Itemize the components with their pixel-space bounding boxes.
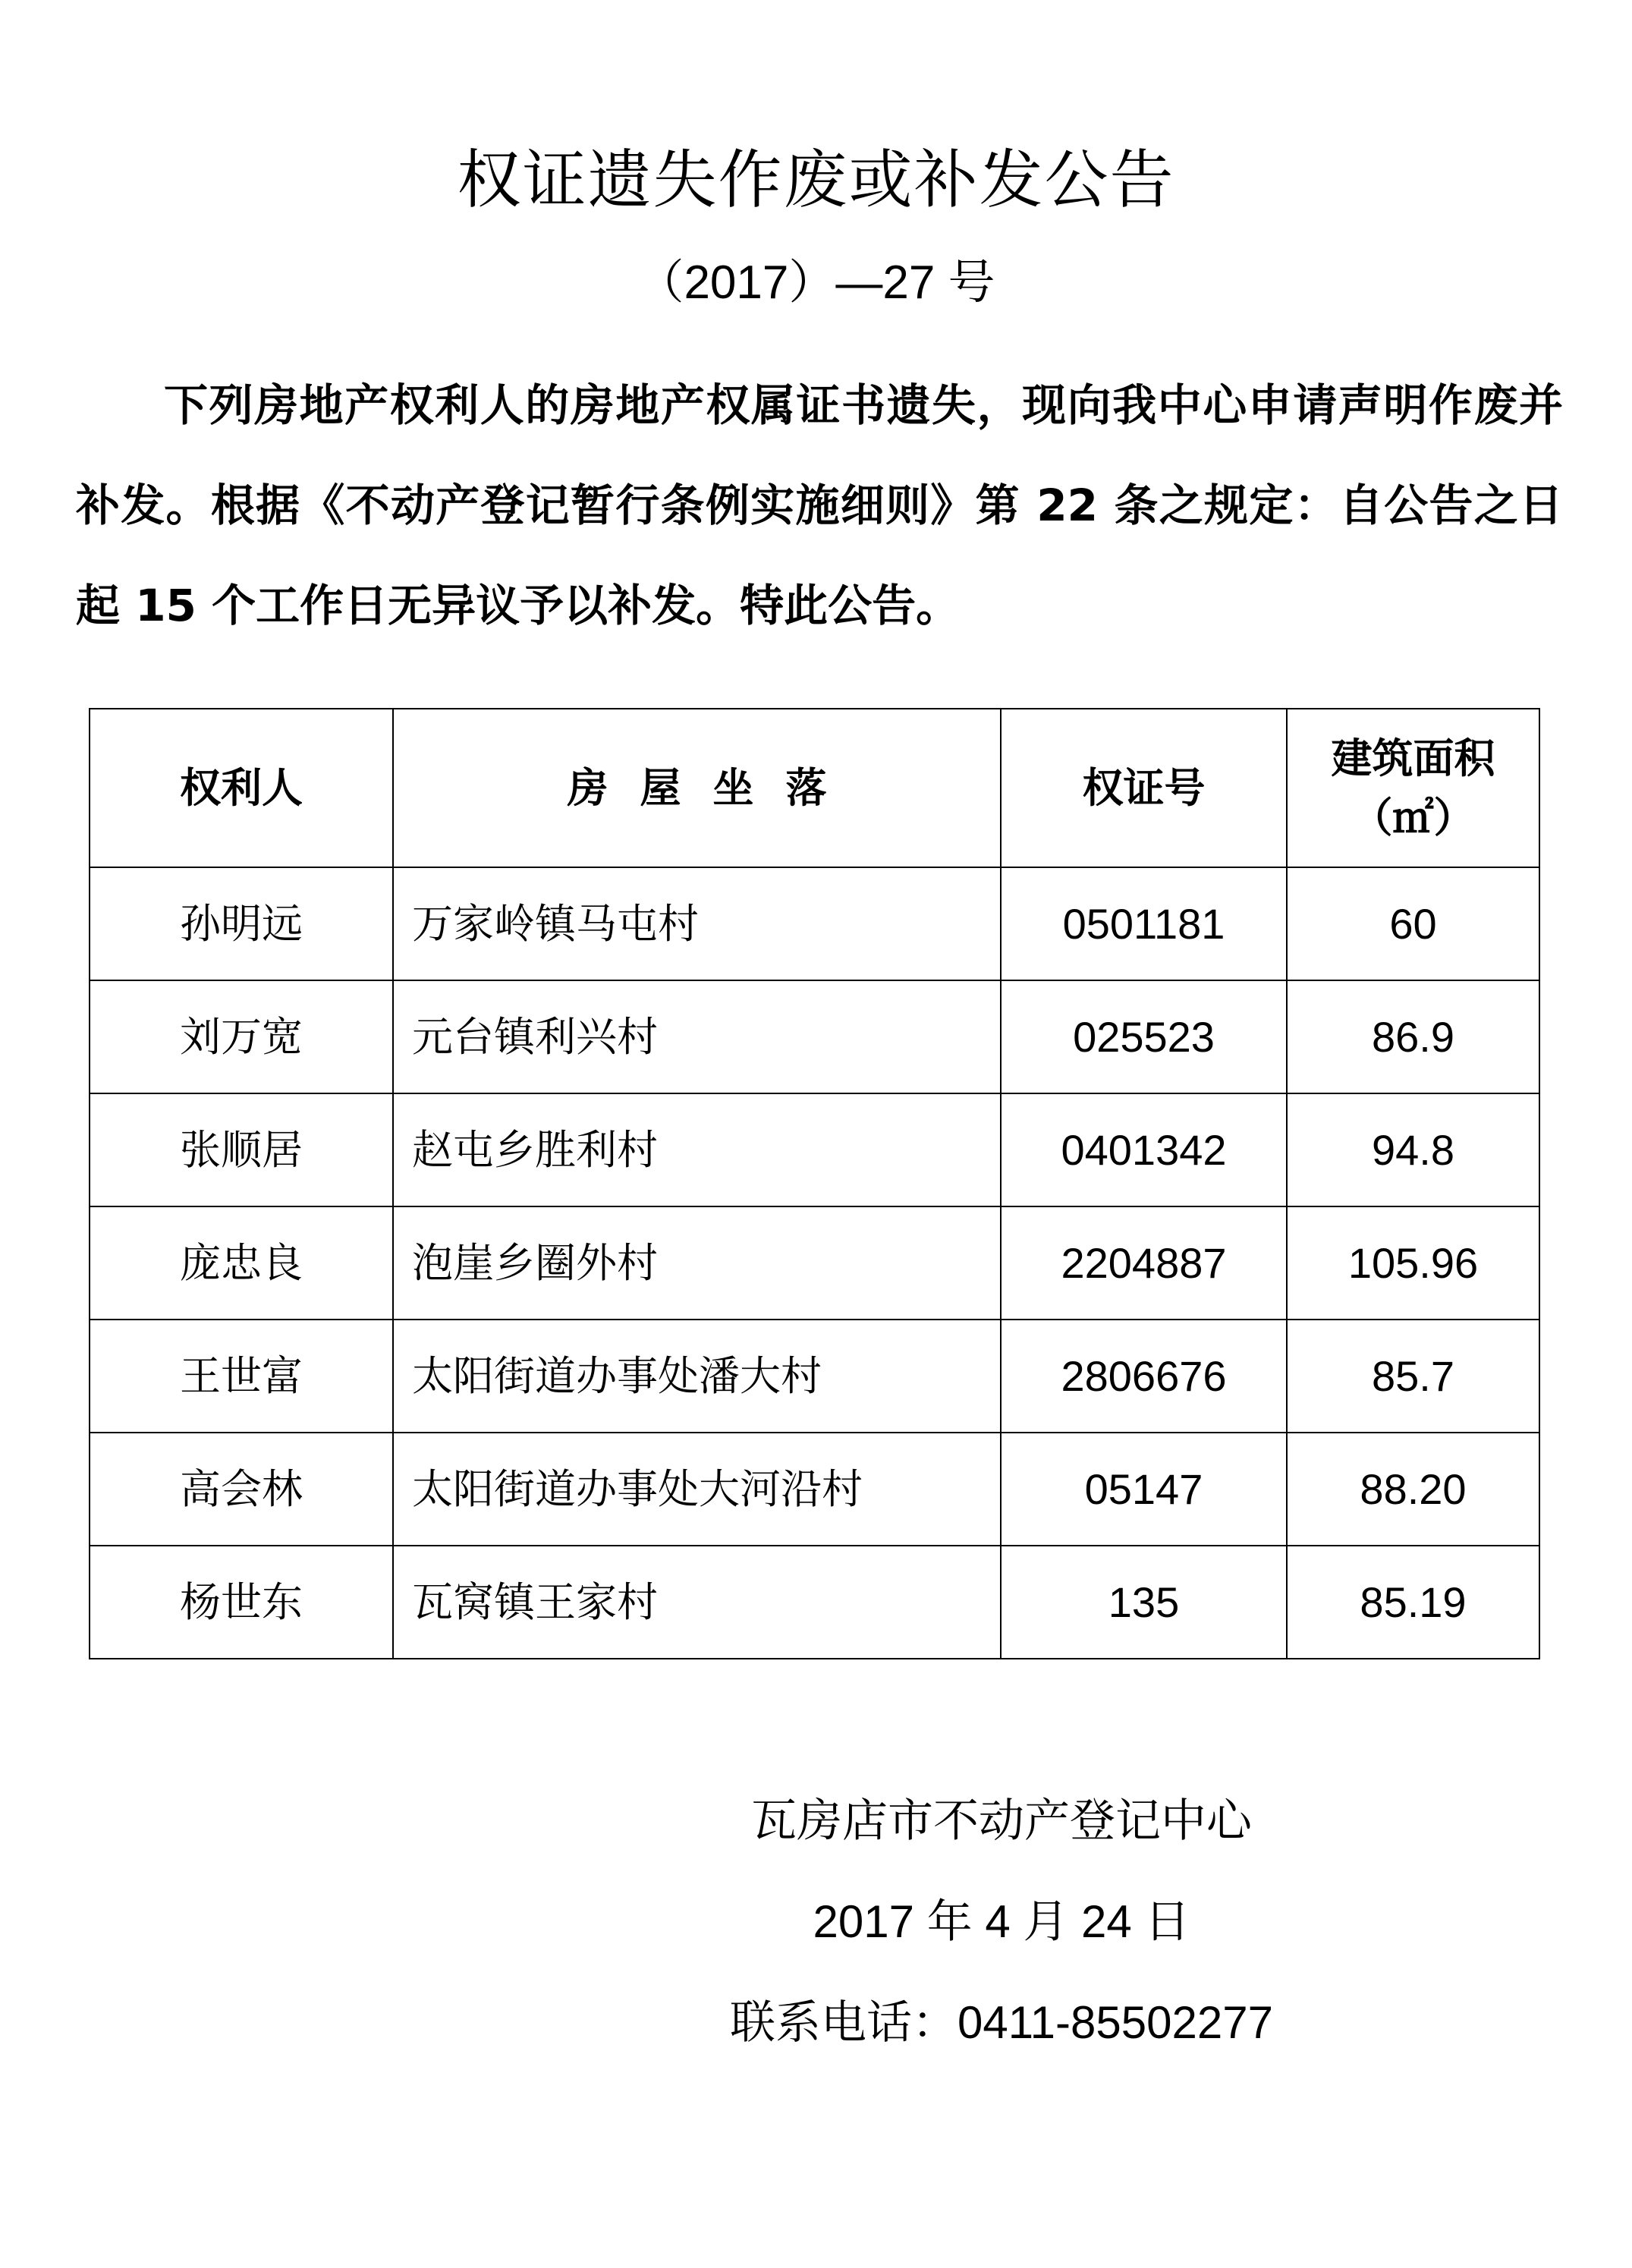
cert-no-cell: 2806676 (1001, 1320, 1287, 1433)
area-cell: 94.8 (1287, 1093, 1539, 1206)
area-cell: 86.9 (1287, 980, 1539, 1093)
owner-cell: 庞忠良 (90, 1206, 393, 1320)
table-row (90, 1320, 1539, 1433)
area-cell: 88.20 (1287, 1433, 1539, 1546)
table-row (90, 1093, 1539, 1206)
table-row (90, 867, 1539, 980)
area-cell: 85.19 (1287, 1546, 1539, 1659)
cert-no-cell: 2204887 (1001, 1206, 1287, 1320)
header-cert-no: 权证号 (1001, 709, 1287, 867)
cert-no-cell: 0501181 (1001, 867, 1287, 980)
notice-date: 2017 年 4 月 24 日 (813, 1896, 1190, 1947)
owner-cell: 孙明远 (90, 867, 393, 980)
location-cell: 泡崖乡圈外村 (393, 1206, 1001, 1320)
location-cell: 太阳街道办事处潘大村 (393, 1320, 1001, 1433)
table-header-row (90, 709, 1539, 867)
issuing-organization: 瓦房店市不动产登记中心 (751, 1795, 1252, 1848)
location-cell: 万家岭镇马屯村 (393, 867, 1001, 980)
area-cell: 85.7 (1287, 1320, 1539, 1433)
cert-no-cell: 05147 (1001, 1433, 1287, 1546)
area-cell: 105.96 (1287, 1206, 1539, 1320)
table-row (90, 1206, 1539, 1320)
area-cell: 60 (1287, 867, 1539, 980)
location-cell: 太阳街道办事处大河沿村 (393, 1433, 1001, 1546)
lost-certificate-table-container (89, 708, 1539, 1659)
header-area-unit: （㎡） (1351, 793, 1475, 841)
location-cell: 瓦窝镇王家村 (393, 1546, 1001, 1659)
owner-cell: 杨世东 (90, 1546, 393, 1659)
table-row (90, 1433, 1539, 1546)
owner-cell: 高会林 (90, 1433, 393, 1546)
owner-cell: 张顺居 (90, 1093, 393, 1206)
header-area-label: 建筑面积 (1331, 734, 1495, 782)
owner-cell: 王世富 (90, 1320, 393, 1433)
location-cell: 元台镇利兴村 (393, 980, 1001, 1093)
location-cell: 赵屯乡胜利村 (393, 1093, 1001, 1206)
table-row (90, 1546, 1539, 1659)
header-area (1287, 709, 1539, 867)
notice-number: （2017）—27 号 (637, 256, 995, 309)
notice-body: 下列房地产权利人的房地产权属证书遗失，现向我中心申请声明作废并补发。根据《不动产登记暂行条例实施细则》第 22 条之规定：自公告之日起 15 个工作日无异议予以补发。特此公告。 (76, 379, 1563, 631)
phone-label: 联系电话： (730, 1996, 958, 2049)
header-owner: 权利人 (90, 709, 393, 867)
notice-title: 权证遗失作废或补发公告 (457, 143, 1175, 217)
table-row (90, 980, 1539, 1093)
header-location: 房屋坐落 (393, 709, 1001, 867)
owner-cell: 刘万宽 (90, 980, 393, 1093)
lost-certificate-table (89, 708, 1540, 1659)
cert-no-cell: 0401342 (1001, 1093, 1287, 1206)
contact-phone (637, 1993, 1366, 2053)
cert-no-cell: 025523 (1001, 980, 1287, 1093)
cert-no-cell: 135 (1001, 1546, 1287, 1659)
phone-number: 0411-85502277 (958, 1997, 1273, 2048)
